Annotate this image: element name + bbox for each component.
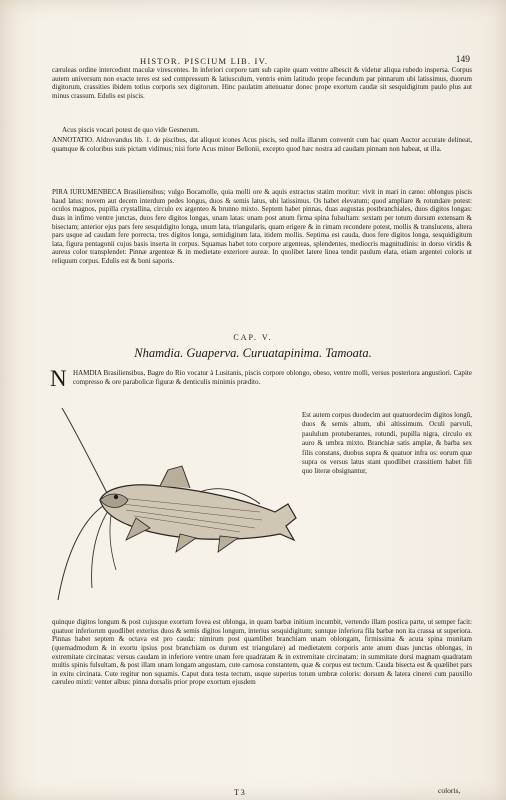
paragraph-annotatio: ANNOTATIO. Aldrovandus lib. 1. de piscibus, dat aliquot icones Acus piscis, sed nulla illarum convenit cum hac quam Auctor accurate delineat, quamque & coloribus suis pictam vidimus; nisi forte Acus minor Bellonii, excepto quod hæc nostra ad caudam pinnam non habeat, ut illa. [52, 136, 472, 153]
catfish-woodcut-illustration [50, 400, 300, 610]
drop-capital: N [50, 366, 67, 391]
chapter-title: Nhamdia. Guaperva. Curuatapinima. Tamoata. [134, 346, 372, 360]
paragraph-nhamdia-intro: HAMDIA Brasiliensibus, Bagre do Rio vocatur à Lusitanis, piscis corpore oblongo, obeso, ventre molli, versus posteriora angustiori. Capite compresso & ore parabolicæ figuræ & denticulis minimis prædito. [73, 369, 472, 386]
catchword: coloris, [438, 786, 461, 795]
chapter-heading: CAP. V. [233, 333, 273, 342]
signature-mark: T 3 [234, 788, 245, 797]
paragraph-acus: Acus piscis vocari potest de quo vide Gesnerum. [62, 126, 200, 134]
paragraph-body-1: cæruleas ordine intercedunt maculæ virescentes. In inferiori corpore tam sub capite quam ventre albescit & videtur aliqua rubedo inspersa. Corpus autem universum non exacte teres est sed compressum & latiusculum, ventris enim latitudo prope fecundum par pinnarum ubi latissimus, duorum digitorum, crassities ibidem totius corporis sex digitorum. Hinc paulatim attenuatur donec prope exortum caudæ sit sesquidigitum paulo plus aut minus crassum. Edulis est piscis. [52, 66, 472, 100]
paragraph-pira-iurumenbeca: PIRA IURUMENBECA Brasiliensibus; vulgo Bocamolle, quia molli ore & aquis extractus statim moritur: vivit in mari in cæno: oblongus piscis haud latus: novem aut decem interdum pedes longus, duos & semis latus, ubi latissimus. Os habet elevatum; quod ampliare & rotundare potest: oculos magnos, pupilla crystallina, circulo ex argenteo & brunno mixto. Septem habet pinnas, duas augustas postbranchiales, duos digitos longas: duas in infimo ventre junctas, duos fere digitos longas, unam latas: unam post anum firma spina fulsultam: sextam per totum dorsum extensam & bisectam; anterior ejus pars fere sesquidigito longa, unum lata, triangularis, quam erigere & in rimam recondere potest, mollis & translucens, altera pars usque ad caudam fere porrecta, tres digitos longa, semidigitum lata, itidem mollis. Septima est cauda, duos fere digitos longa, sesquidigitum lata, figura pentagonii cujus basis inserta in corpus. Squamas habet toto corpore argenteas, splendentes, mediocris magnitudinis: in dorso viridis & aureus color transplendet: Pinnæ argenteæ & in medietate exteriore aureæ. In quolibet latere linea tendit paulum elata, etiam argentei coloris ut reliquum corpus. Edulis est & boni saporis. [52, 188, 472, 265]
running-title: HISTOR. PISCIUM LIB. IV. [140, 56, 269, 66]
paragraph-nhamdia-column: Est autem corpus duodecim aut quatuordecim digitos longū, duos & semis altum, ubi altissimum. Oculi parvuli, paululum protuberantes, rotundi, pupilla nigra, circulo ex auro & umbra mixto. Branchiæ satis amplæ, & barba sex filis constans, duobus supra & quatuor infra os: eorum quæ supra os versus latus stant quodlibet crassitiem habet fili quo literæ obsignantur, [302, 411, 472, 476]
page-number: 149 [455, 55, 470, 65]
paragraph-nhamdia-continued: quinque digitos longum & post cujusque exortum fovea est oblonga, in quam barbæ initium incumbit, vertendo illam postica parte, ut semper facit: quatuor inferiorum quodlibet exterius duos & semis digitos longum, interius sesquidigitum; suntque inferiora fila barbæ non ita crassa ut superiora. Pinnas habet septem & octava est pro cauda: nimirum post quamlibet branchiam unam oblongam, firmissima & acuta spina munitam (quemadmodum & in exortu ipsius post branchiam os durum est triangulare) ad medietatem corporis ante anum duas junctas oblongas, in extremitate circinatas: versus caudam in inferiore ventre unam fere quadratam & in extremitate circinatam: in summitate dorsi magnam quadratam multis spinis fulsultam, & post illam unam longam angustam, cute carnosa constantem, quæ & corpus est tectum. Cauda bisecta est & quælibet pars in exitu circinata. Cute regitur non squamis. Caput dura testa tectum, usque superius totum umbræ coloris: dorsum & latera cinerei cum pauxillo cæruleo mixti: venter albus: pinna dorsalis prior prope exortum ejusdem [52, 618, 472, 687]
